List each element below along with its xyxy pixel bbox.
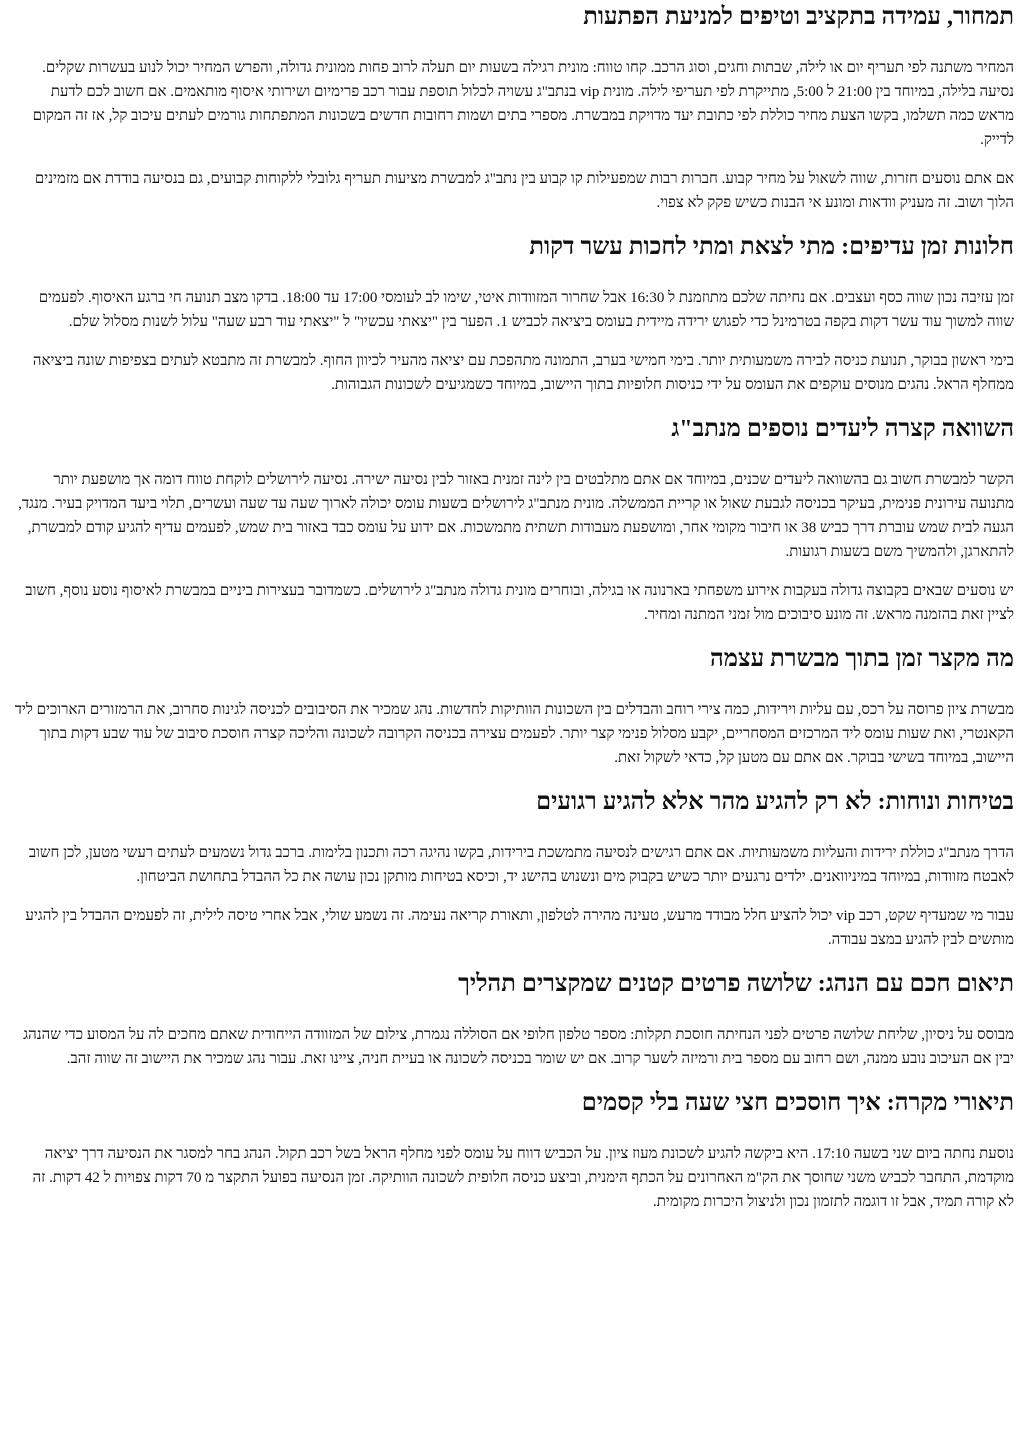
paragraph: הדרך מנתב"ג כוללת ירידות והעליות משמעותיות. אם אתם רגישים לנסיעה מתמשכת בירידות, בקשו נהיגה רכה ותכנון בלימות. ברכב גדול נשמעים לעתים רעשי מטען, לכן חשוב לאבטח מזוודות, במיוחד במיניוואנים. ילדים נרגעים יותר כשיש בקבוק מים ונשנוש בהישג יד, וכיסא בטיחות מותקן נכון עושה את כל ההבדל בתחושת הביטחון. xyxy=(28,845,1014,885)
section-heading: תיאורי מקרה: איך חוסכים חצי שעה בלי קסמים xyxy=(581,1090,1014,1116)
paragraph: הקשר למבשרת חשוב גם בהשוואה ליעדים שכנים, במיוחד אם אתם מתלבטים בין לינה זמנית באזור לבין נסיעה ישירה. נסיעה לירושלים לוקחת טווח דומה אך מושפעת יותר מתנועה עירונית פנימית, בעיקר בכניסה לגבעת שאול או קריית הממשלה. מונית מנתב"ג לירושלים בשעות עומס יכולה לארוך שעה עד שעה ועשרים, תלוי ביעד המדויק בעיר. מנגד, הגעה לבית שמש עוברת דרך כביש 38 או חיבור מקומי אחר, ומושפעת מעבודות תשתית מתמשכות. אם ידוע על עומס כבד באזור בית שמש, לפעמים עדיף להגיע קודם למבשרת, להתארגן, ולהמשיך משם בשעות רגועות. xyxy=(18,472,1014,560)
paragraph: יש נוסעים שבאים בקבוצה גדולה בעקבות אירוע משפחתי בארנונה או בגילה, ובוחרים מונית גדולה מנתב"ג לירושלים. כשמדובר בעצירות ביניים במבשרת לאיסוף נוסע נוסף, חשוב לציין זאת בהזמנה מראש. זה מונע סיבוכים מול זמני המתנה ומחיר. xyxy=(25,583,1014,623)
section-time-windows xyxy=(14,232,1014,397)
section-inside-mevaseret xyxy=(14,644,1014,770)
paragraph: אם אתם נוסעים חזרות, שווה לשאול על מחיר קבוע. חברות רבות שמפעילות קו קבוע בין נתב"ג למבשרת מציעות תעריף גלובלי ללקוחות קבועים, גם בנסיעה בודדת אם מזמינים הלוך ושוב. זה מעניק וודאות ומונע אי הבנות כשיש פקק לא צפוי. xyxy=(34,171,1014,211)
paragraph: עבור מי שמעדיף שקט, רכב vip יכול להציע חלל מבודד מרעש, טעינה מהירה לטלפון, ותאורת קריאה נעימה. זה נשמע שולי, אבל אחרי טיסה לילית, זה לפעמים ההבדל בין להגיע מותשים לבין להגיע במצב עבודה. xyxy=(25,908,1014,948)
section-heading: מה מקצר זמן בתוך מבשרת עצמה xyxy=(709,646,1014,672)
section-heading: בטיחות ונוחות: לא רק להגיע מהר אלא להגיע רגועים xyxy=(536,789,1014,815)
section-comparison xyxy=(14,414,1014,627)
paragraph: מבוסס על ניסיון, שליחת שלושה פרטים לפני הנחיתה חוסכת תקלות: מספר טלפון חלופי אם הסוללה נגמרת, צילום של המזוודה הייחודית שאתם מחכים לה על המסוע כדי שהנהג יבין אם העיכוב נובע ממנה, ושם רחוב עם מספר בית ורמיזה לשער קרוב. אם יש שומר בכניסה לשכונה או בעיית חניה, ציינו זאת. עבור נהג שמכיר את היישוב זה שווה זהב. xyxy=(23,1027,1014,1067)
paragraph: המחיר משתנה לפי תעריף יום או לילה, שבתות וחגים, וסוג הרכב. קחו טווח: מונית רגילה בשעות יום תעלה לרוב פחות ממונית גדולה, והפרש המחיר יכול לנוע בעשרות שקלים. נסיעה בלילה, במיוחד בין 21:00 ל 5:00, מתייקרת לפי תעריפי לילה. מונית vip בנתב"ג עשויה לכלול תוספת עבור רכב פרימיום ושירותי איסוף מותאמים. אם חשוב לכם לדעת מראש כמה תשלמו, בקשו הצעת מחיר כוללת לפי כתובת יעד מדויקת במבשרת. מספרי בתים ושמות רחובות חדשים בשכונות המתפתחות גורמים לעתים עיכוב קל, אז זה המקום לדייק. xyxy=(32,60,1014,148)
section-driver-coordination xyxy=(14,969,1014,1071)
section-safety xyxy=(14,787,1014,952)
section-heading: חלונות זמן עדיפים: מתי לצאת ומתי לחכות עשר דקות xyxy=(529,234,1014,260)
section-heading: השוואה קצרה ליעדים נוספים מנתב"ג xyxy=(671,416,1014,442)
paragraph: נוסעת נחתה ביום שני בשעה 17:10. היא ביקשה להגיע לשכונת מעוז ציון. על הכביש דווח על עומס לפני מחלף הראל בשל רכב תקול. הנהג בחר למסגר את הנסיעה דרך יציאה מוקדמת, התחבר לכביש משני שחוסך את הק"מ האחרונים על הכתף הימנית, וביצע כניסה חלופית לשכונה הוותיקה. זמן הנסיעה בפועל התקצר מ 70 דקות צפויות ל 42 דקות. זה לא קורה תמיד, אבל זו דוגמה לתזמון נכון ולניצול היכרות מקומית. xyxy=(32,1146,1014,1210)
paragraph: מבשרת ציון פרוסה על רכס, עם עליות וירידות, כמה צירי רוחב והבדלים בין השכונות הוותיקות לחדשות. נהג שמכיר את הסיבובים לכניסה לגינות סחרוב, את הרמזורים הארוכים ליד הקאנטרי, ואת שעות עומס ליד המרכזים המסחריים, יקבע מסלול פנימי קצר יותר. לפעמים עצירה בכניסה הקרובה לשכונה והליכה קצרה חוסכת סיבוב של עוד שבע דקות בתוך היישוב, במיוחד בשישי בבוקר. אם אתם עם מטען קל, כדאי לשקול זאת. xyxy=(14,702,1014,766)
section-case-study xyxy=(14,1088,1014,1214)
section-heading: תיאום חכם עם הנהג: שלושה פרטים קטנים שמקצרים תהליך xyxy=(458,971,1014,997)
paragraph: בימי ראשון בבוקר, תנועת כניסה לבירה משמעותית יותר. בימי חמישי בערב, התמונה מתהפכת עם יציאה מהעיר לכיוון החוף. למבשרת זה מתבטא לעתים בצפיפות שונה ביציאה ממחלף הראל. נהגים מנוסים עוקפים את העומס על ידי כניסות חלופיות בתוך היישוב, במיוחד כשמגיעים לשכונות הגבוהות. xyxy=(32,353,1014,393)
section-heading: תמחור, עמידה בתקציב וטיפים למניעת הפתעות xyxy=(583,4,1014,30)
section-pricing xyxy=(14,2,1014,215)
paragraph: זמן עזיבה נכון שווה כסף ועצבים. אם נחיתה שלכם מתוזמנת ל 16:30 אבל שחרור המזוודות איטי, שימו לב לעומסי 17:00 עד 18:00. בדקו מצב תנועה חי ברגע האיסוף. לפעמים שווה למשוך עוד עשר דקות בקפה בטרמינל כדי לפגוש ירידה מיידית בעומס ביציאה לכביש 1. הפער בין "יצאתי עכשיו" ל "יצאתי עוד רבע שעה" עלול לשנות מסלול שלם. xyxy=(38,290,1014,330)
